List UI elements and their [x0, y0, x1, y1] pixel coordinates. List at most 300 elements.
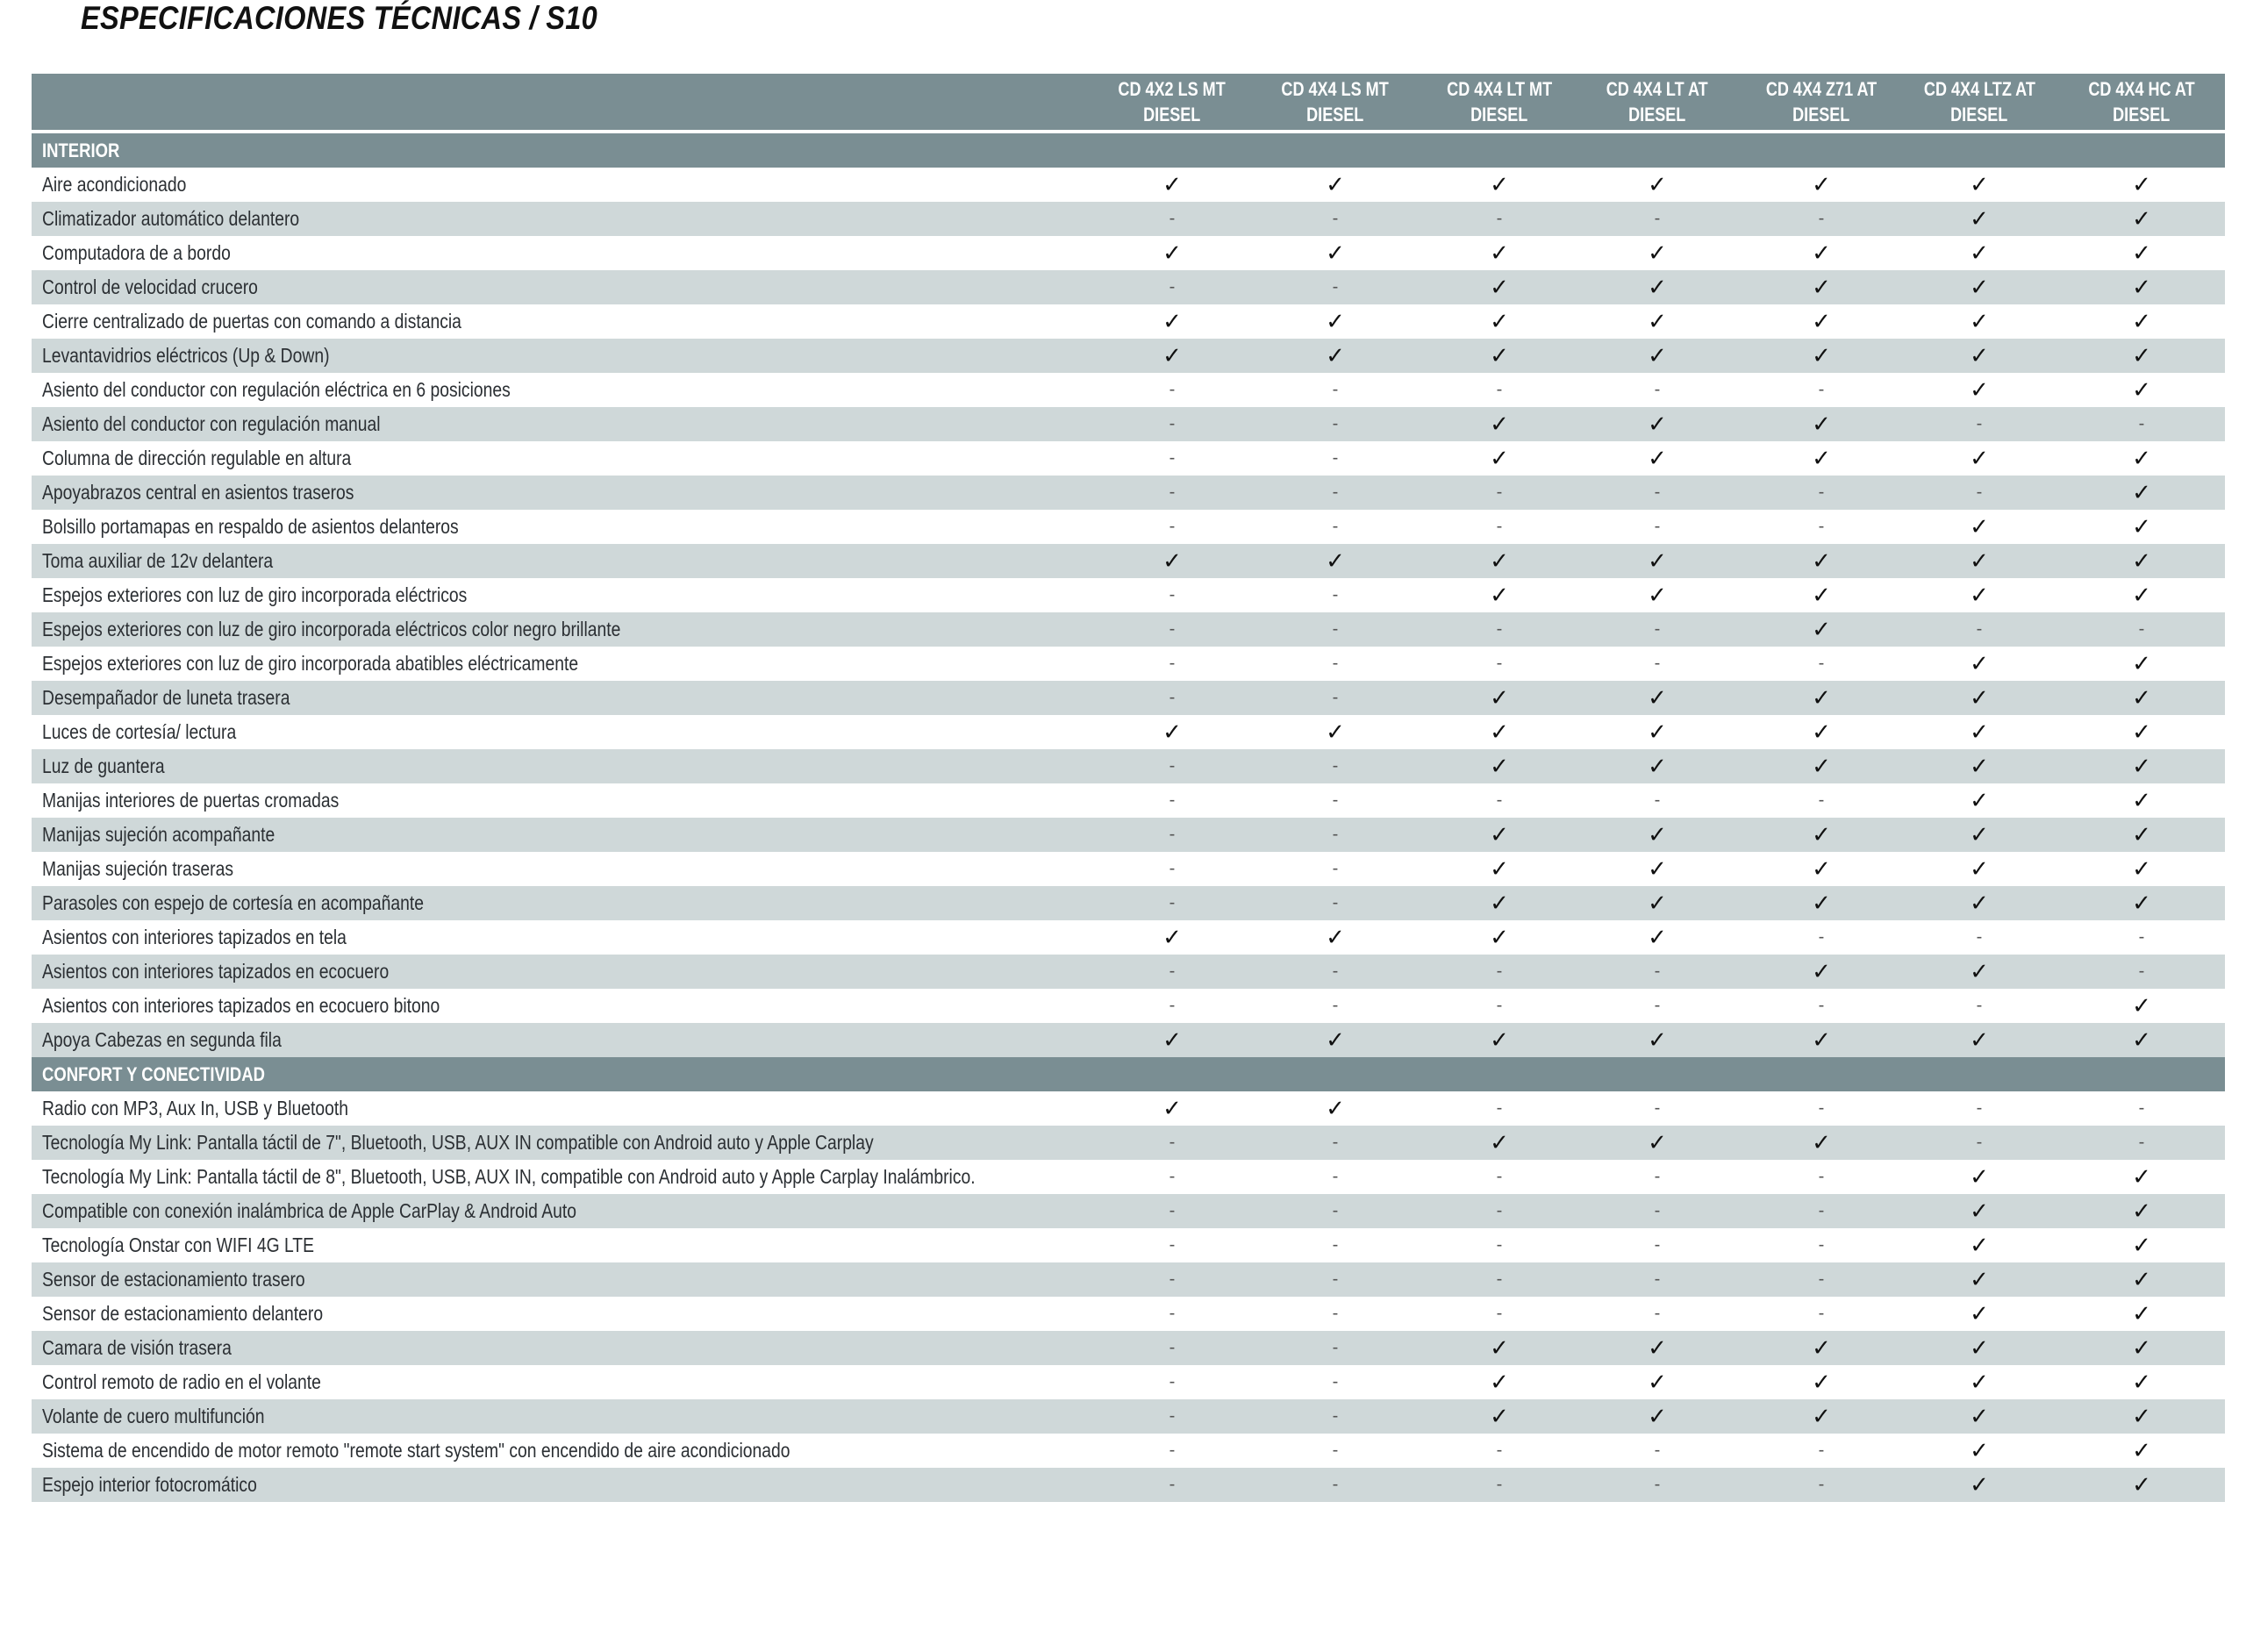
model-name: CD 4X4 LT AT — [1606, 78, 1708, 100]
dash-icon: - — [1654, 1269, 1661, 1289]
check-icon: ✓ — [1970, 1300, 1989, 1327]
dash-icon: - — [1654, 1167, 1661, 1186]
check-icon: ✓ — [1648, 753, 1667, 779]
feature-label: Control remoto de radio en el volante — [42, 1370, 321, 1393]
feature-label: Sensor de estacionamiento trasero — [42, 1268, 305, 1291]
table-row — [32, 1297, 2225, 1331]
feature-label: Compatible con conexión inalámbrica de Apple CarPlay & Android Auto — [42, 1199, 576, 1222]
dash-icon: - — [1332, 448, 1339, 468]
table-row — [32, 1194, 2225, 1228]
dash-icon: - — [1169, 1441, 1176, 1460]
dash-icon: - — [1332, 962, 1339, 981]
dash-icon: - — [1332, 1201, 1339, 1220]
check-icon: ✓ — [1326, 342, 1345, 368]
dash-icon: - — [1818, 517, 1825, 536]
dash-icon: - — [1654, 517, 1661, 536]
check-icon: ✓ — [1970, 650, 1989, 676]
dash-icon: - — [1818, 1475, 1825, 1494]
check-icon: ✓ — [1162, 308, 1182, 334]
check-icon: ✓ — [1326, 240, 1345, 266]
check-icon: ✓ — [1970, 342, 1989, 368]
check-icon: ✓ — [1812, 719, 1831, 745]
check-icon: ✓ — [2132, 171, 2151, 197]
dash-icon: - — [1169, 1133, 1176, 1152]
dash-icon: - — [1818, 1201, 1825, 1220]
table-row — [32, 612, 2225, 647]
section-title: INTERIOR — [42, 139, 120, 161]
check-icon: ✓ — [2132, 582, 2151, 608]
check-icon: ✓ — [1326, 719, 1345, 745]
check-icon: ✓ — [1970, 1266, 1989, 1292]
table-row — [32, 476, 2225, 510]
dash-icon: - — [1654, 1201, 1661, 1220]
check-icon: ✓ — [1970, 821, 1989, 847]
check-icon: ✓ — [1812, 753, 1831, 779]
check-icon: ✓ — [2132, 308, 2151, 334]
spec-table — [32, 74, 2225, 1502]
table-row — [32, 1228, 2225, 1262]
feature-label: Apoya Cabezas en segunda fila — [42, 1028, 282, 1051]
dash-icon: - — [1169, 996, 1176, 1015]
table-row — [32, 715, 2225, 749]
check-icon: ✓ — [1648, 1369, 1667, 1395]
feature-label: Luces de cortesía/ lectura — [42, 720, 237, 743]
dash-icon: - — [1654, 619, 1661, 639]
check-icon: ✓ — [2132, 479, 2151, 505]
dash-icon: - — [1332, 1133, 1339, 1152]
check-icon: ✓ — [1970, 1334, 1989, 1361]
check-icon: ✓ — [2132, 342, 2151, 368]
dash-icon: - — [1332, 414, 1339, 433]
dash-icon: - — [1818, 1304, 1825, 1323]
model-name: CD 4X4 Z71 AT — [1765, 78, 1878, 100]
check-icon: ✓ — [1648, 1403, 1667, 1429]
check-icon: ✓ — [1490, 1369, 1509, 1395]
feature-label: Camara de visión trasera — [42, 1336, 232, 1359]
feature-label: Espejos exteriores con luz de giro incorporada eléctricos — [42, 583, 468, 606]
check-icon: ✓ — [2132, 205, 2151, 232]
check-icon: ✓ — [2132, 547, 2151, 574]
check-icon: ✓ — [1490, 274, 1509, 300]
dash-icon: - — [1332, 790, 1339, 810]
table-row — [32, 373, 2225, 407]
check-icon: ✓ — [1970, 753, 1989, 779]
check-icon: ✓ — [1648, 1334, 1667, 1361]
check-icon: ✓ — [1490, 240, 1509, 266]
check-icon: ✓ — [1812, 240, 1831, 266]
model-fuel: DIESEL — [1628, 104, 1686, 125]
table-header — [32, 74, 2225, 133]
table-row — [32, 1126, 2225, 1160]
check-icon: ✓ — [1812, 616, 1831, 642]
dash-icon: - — [1976, 996, 1983, 1015]
dash-icon: - — [1496, 654, 1503, 673]
table-row — [32, 407, 2225, 441]
check-icon: ✓ — [1648, 684, 1667, 711]
table-row — [32, 270, 2225, 304]
check-icon: ✓ — [1812, 855, 1831, 882]
model-header — [1900, 74, 2058, 130]
dash-icon: - — [1818, 996, 1825, 1015]
check-icon: ✓ — [2132, 1163, 2151, 1190]
check-icon: ✓ — [1970, 958, 1989, 984]
check-icon: ✓ — [2132, 1026, 2151, 1053]
feature-label: Levantavidrios eléctricos (Up & Down) — [42, 344, 330, 367]
dash-icon: - — [1654, 996, 1661, 1015]
dash-icon: - — [1169, 209, 1176, 228]
check-icon: ✓ — [1326, 1026, 1345, 1053]
model-fuel: DIESEL — [1950, 104, 2008, 125]
dash-icon: - — [1818, 1441, 1825, 1460]
dash-icon: - — [1332, 756, 1339, 776]
check-icon: ✓ — [1970, 1026, 1989, 1053]
dash-icon: - — [1169, 1235, 1176, 1255]
check-icon: ✓ — [1970, 240, 1989, 266]
feature-label: Asientos con interiores tapizados en tela — [42, 926, 347, 948]
dash-icon: - — [1332, 1372, 1339, 1391]
feature-label: Volante de cuero multifunción — [42, 1405, 265, 1427]
check-icon: ✓ — [1490, 855, 1509, 882]
dash-icon: - — [1976, 483, 1983, 502]
check-icon: ✓ — [1162, 171, 1182, 197]
check-icon: ✓ — [1162, 1026, 1182, 1053]
model-fuel: DIESEL — [2113, 104, 2171, 125]
check-icon: ✓ — [1812, 684, 1831, 711]
table-row — [32, 304, 2225, 339]
check-icon: ✓ — [1648, 1129, 1667, 1155]
dash-icon: - — [1332, 277, 1339, 297]
dash-icon: - — [1976, 927, 1983, 947]
feature-label: Toma auxiliar de 12v delantera — [42, 549, 274, 572]
check-icon: ✓ — [1970, 171, 1989, 197]
model-fuel: DIESEL — [1143, 104, 1201, 125]
table-row — [32, 339, 2225, 373]
check-icon: ✓ — [1490, 308, 1509, 334]
dash-icon: - — [1169, 1304, 1176, 1323]
check-icon: ✓ — [1648, 582, 1667, 608]
table-row — [32, 1468, 2225, 1502]
dash-icon: - — [1332, 1167, 1339, 1186]
check-icon: ✓ — [1648, 890, 1667, 916]
check-icon: ✓ — [1812, 445, 1831, 471]
model-fuel: DIESEL — [1792, 104, 1850, 125]
section-header — [32, 1057, 2225, 1091]
check-icon: ✓ — [1648, 171, 1667, 197]
feature-label: Espejos exteriores con luz de giro incorporada eléctricos color negro brillante — [42, 618, 621, 640]
check-icon: ✓ — [1648, 411, 1667, 437]
dash-icon: - — [1169, 859, 1176, 878]
dash-icon: - — [1332, 893, 1339, 912]
check-icon: ✓ — [2132, 445, 2151, 471]
dash-icon: - — [1496, 1201, 1503, 1220]
dash-icon: - — [1332, 1406, 1339, 1426]
dash-icon: - — [1818, 1098, 1825, 1118]
dash-icon: - — [2138, 414, 2145, 433]
feature-label: Asiento del conductor con regulación eléctrica en 6 posiciones — [42, 378, 511, 401]
dash-icon: - — [1976, 619, 1983, 639]
dash-icon: - — [1169, 825, 1176, 844]
dash-icon: - — [1332, 1235, 1339, 1255]
dash-icon: - — [1169, 1372, 1176, 1391]
dash-icon: - — [1332, 859, 1339, 878]
check-icon: ✓ — [1970, 890, 1989, 916]
check-icon: ✓ — [1970, 582, 1989, 608]
model-fuel: DIESEL — [1306, 104, 1364, 125]
check-icon: ✓ — [1490, 1026, 1509, 1053]
section-header — [32, 133, 2225, 168]
dash-icon: - — [1169, 962, 1176, 981]
check-icon: ✓ — [1490, 582, 1509, 608]
dash-icon: - — [1654, 1304, 1661, 1323]
table-row — [32, 1091, 2225, 1126]
table-row — [32, 441, 2225, 476]
table-row — [32, 1262, 2225, 1297]
table-row — [32, 818, 2225, 852]
check-icon: ✓ — [1970, 684, 1989, 711]
feature-label: Manijas sujeción traseras — [42, 857, 233, 880]
dash-icon: - — [1169, 790, 1176, 810]
dash-icon: - — [1818, 790, 1825, 810]
check-icon: ✓ — [1970, 308, 1989, 334]
dash-icon: - — [1654, 1475, 1661, 1494]
dash-icon: - — [1654, 483, 1661, 502]
dash-icon: - — [1169, 1475, 1176, 1494]
table-row — [32, 1160, 2225, 1194]
dash-icon: - — [1169, 277, 1176, 297]
dash-icon: - — [1169, 1338, 1176, 1357]
check-icon: ✓ — [2132, 753, 2151, 779]
dash-icon: - — [1818, 927, 1825, 947]
table-row — [32, 510, 2225, 544]
dash-icon: - — [1496, 1304, 1503, 1323]
check-icon: ✓ — [2132, 1369, 2151, 1395]
dash-icon: - — [1496, 1167, 1503, 1186]
model-name: CD 4X4 LS MT — [1281, 78, 1390, 100]
check-icon: ✓ — [1970, 1437, 1989, 1463]
feature-label: Asiento del conductor con regulación manual — [42, 412, 381, 435]
check-icon: ✓ — [2132, 719, 2151, 745]
check-icon: ✓ — [1812, 821, 1831, 847]
table-row — [32, 783, 2225, 818]
dash-icon: - — [1818, 380, 1825, 399]
check-icon: ✓ — [1326, 171, 1345, 197]
check-icon: ✓ — [1970, 1232, 1989, 1258]
dash-icon: - — [1332, 209, 1339, 228]
check-icon: ✓ — [1812, 1403, 1831, 1429]
check-icon: ✓ — [1326, 924, 1345, 950]
dash-icon: - — [1496, 1098, 1503, 1118]
check-icon: ✓ — [1648, 855, 1667, 882]
table-row — [32, 1331, 2225, 1365]
check-icon: ✓ — [1162, 924, 1182, 950]
table-row — [32, 1434, 2225, 1468]
check-icon: ✓ — [1648, 274, 1667, 300]
model-name: CD 4X4 HC AT — [2088, 78, 2195, 100]
check-icon: ✓ — [1970, 1471, 1989, 1498]
dash-icon: - — [1654, 380, 1661, 399]
dash-icon: - — [2138, 619, 2145, 639]
dash-icon: - — [1169, 483, 1176, 502]
table-row — [32, 202, 2225, 236]
check-icon: ✓ — [1326, 1095, 1345, 1121]
dash-icon: - — [1332, 585, 1339, 604]
table-body — [32, 133, 2225, 1502]
check-icon: ✓ — [1648, 719, 1667, 745]
check-icon: ✓ — [2132, 1266, 2151, 1292]
dash-icon: - — [1654, 1235, 1661, 1255]
check-icon: ✓ — [1326, 308, 1345, 334]
model-header — [1578, 74, 1736, 130]
check-icon: ✓ — [2132, 684, 2151, 711]
dash-icon: - — [1169, 1406, 1176, 1426]
table-row — [32, 1023, 2225, 1057]
model-header — [1256, 74, 1414, 130]
dash-icon: - — [1332, 380, 1339, 399]
feature-label: Espejo interior fotocromático — [42, 1473, 257, 1496]
model-name: CD 4X4 LTZ AT — [1923, 78, 2035, 100]
dash-icon: - — [1169, 1167, 1176, 1186]
table-row — [32, 852, 2225, 886]
feature-label: Asientos con interiores tapizados en ecocuero bitono — [42, 994, 440, 1017]
check-icon: ✓ — [2132, 1300, 2151, 1327]
model-name: CD 4X4 LT MT — [1447, 78, 1552, 100]
check-icon: ✓ — [1970, 205, 1989, 232]
check-icon: ✓ — [1490, 753, 1509, 779]
check-icon: ✓ — [1162, 547, 1182, 574]
check-icon: ✓ — [1812, 1026, 1831, 1053]
check-icon: ✓ — [2132, 1437, 2151, 1463]
table-row — [32, 886, 2225, 920]
dash-icon: - — [1818, 1167, 1825, 1186]
dash-icon: - — [1496, 996, 1503, 1015]
dash-icon: - — [1169, 448, 1176, 468]
dash-icon: - — [1496, 619, 1503, 639]
check-icon: ✓ — [1490, 171, 1509, 197]
check-icon: ✓ — [2132, 890, 2151, 916]
table-row — [32, 681, 2225, 715]
check-icon: ✓ — [1648, 547, 1667, 574]
dash-icon: - — [1169, 585, 1176, 604]
check-icon: ✓ — [1812, 890, 1831, 916]
check-icon: ✓ — [1970, 547, 1989, 574]
check-icon: ✓ — [1490, 411, 1509, 437]
check-icon: ✓ — [1648, 308, 1667, 334]
check-icon: ✓ — [1812, 342, 1831, 368]
feature-label: Sistema de encendido de motor remoto "remote start system" con encendido de aire acondicionado — [42, 1439, 790, 1462]
dash-icon: - — [1496, 209, 1503, 228]
dash-icon: - — [1654, 1441, 1661, 1460]
check-icon: ✓ — [1970, 376, 1989, 403]
table-row — [32, 236, 2225, 270]
check-icon: ✓ — [2132, 650, 2151, 676]
dash-icon: - — [1496, 1475, 1503, 1494]
check-icon: ✓ — [1970, 274, 1989, 300]
check-icon: ✓ — [1326, 547, 1345, 574]
dash-icon: - — [1332, 654, 1339, 673]
dash-icon: - — [1332, 1269, 1339, 1289]
table-row — [32, 578, 2225, 612]
dash-icon: - — [1976, 1098, 1983, 1118]
check-icon: ✓ — [1648, 240, 1667, 266]
feature-label: Parasoles con espejo de cortesía en acompañante — [42, 891, 424, 914]
feature-label: Luz de guantera — [42, 754, 165, 777]
check-icon: ✓ — [1812, 958, 1831, 984]
model-name: CD 4X2 LS MT — [1118, 78, 1227, 100]
table-row — [32, 168, 2225, 202]
check-icon: ✓ — [1812, 411, 1831, 437]
dash-icon: - — [1332, 483, 1339, 502]
check-icon: ✓ — [1490, 342, 1509, 368]
dash-icon: - — [2138, 1133, 2145, 1152]
dash-icon: - — [1496, 1441, 1503, 1460]
dash-icon: - — [1496, 1269, 1503, 1289]
feature-label: Aire acondicionado — [42, 173, 187, 196]
check-icon: ✓ — [1490, 1129, 1509, 1155]
dash-icon: - — [1332, 619, 1339, 639]
model-fuel: DIESEL — [1470, 104, 1528, 125]
table-row — [32, 989, 2225, 1023]
dash-icon: - — [1332, 517, 1339, 536]
dash-icon: - — [1169, 517, 1176, 536]
check-icon: ✓ — [1970, 787, 1989, 813]
check-icon: ✓ — [2132, 274, 2151, 300]
check-icon: ✓ — [1812, 274, 1831, 300]
check-icon: ✓ — [1648, 1026, 1667, 1053]
check-icon: ✓ — [2132, 992, 2151, 1019]
feature-label: Bolsillo portamapas en respaldo de asientos delanteros — [42, 515, 459, 538]
feature-label: Espejos exteriores con luz de giro incorporada abatibles eléctricamente — [42, 652, 579, 675]
check-icon: ✓ — [1490, 924, 1509, 950]
check-icon: ✓ — [1648, 924, 1667, 950]
dash-icon: - — [1654, 962, 1661, 981]
check-icon: ✓ — [1812, 582, 1831, 608]
feature-label: Cierre centralizado de puertas con comando a distancia — [42, 310, 461, 333]
feature-label: Manijas sujeción acompañante — [42, 823, 275, 846]
dash-icon: - — [1332, 1441, 1339, 1460]
dash-icon: - — [1818, 1269, 1825, 1289]
dash-icon: - — [1818, 483, 1825, 502]
dash-icon: - — [1496, 380, 1503, 399]
check-icon: ✓ — [1490, 445, 1509, 471]
feature-label: Tecnología My Link: Pantalla táctil de 7", Bluetooth, USB, AUX IN compatible con Android auto y Apple Carplay — [42, 1131, 874, 1154]
dash-icon: - — [1818, 654, 1825, 673]
check-icon: ✓ — [1970, 513, 1989, 540]
table-row — [32, 647, 2225, 681]
feature-label: Apoyabrazos central en asientos traseros — [42, 481, 354, 504]
table-row — [32, 749, 2225, 783]
dash-icon: - — [1169, 688, 1176, 707]
check-icon: ✓ — [2132, 1334, 2151, 1361]
check-icon: ✓ — [1812, 1369, 1831, 1395]
dash-icon: - — [1332, 688, 1339, 707]
check-icon: ✓ — [1162, 719, 1182, 745]
model-header — [1420, 74, 1578, 130]
dash-icon: - — [1654, 654, 1661, 673]
dash-icon: - — [1654, 790, 1661, 810]
feature-label: Asientos con interiores tapizados en ecocuero — [42, 960, 390, 983]
feature-label: Desempañador de luneta trasera — [42, 686, 290, 709]
table-row — [32, 1399, 2225, 1434]
dash-icon: - — [1976, 414, 1983, 433]
check-icon: ✓ — [2132, 821, 2151, 847]
check-icon: ✓ — [1490, 719, 1509, 745]
check-icon: ✓ — [1970, 1198, 1989, 1224]
dash-icon: - — [1169, 893, 1176, 912]
feature-label: Columna de dirección regulable en altura — [42, 447, 352, 469]
check-icon: ✓ — [1162, 1095, 1182, 1121]
dash-icon: - — [1654, 1098, 1661, 1118]
dash-icon: - — [1496, 790, 1503, 810]
